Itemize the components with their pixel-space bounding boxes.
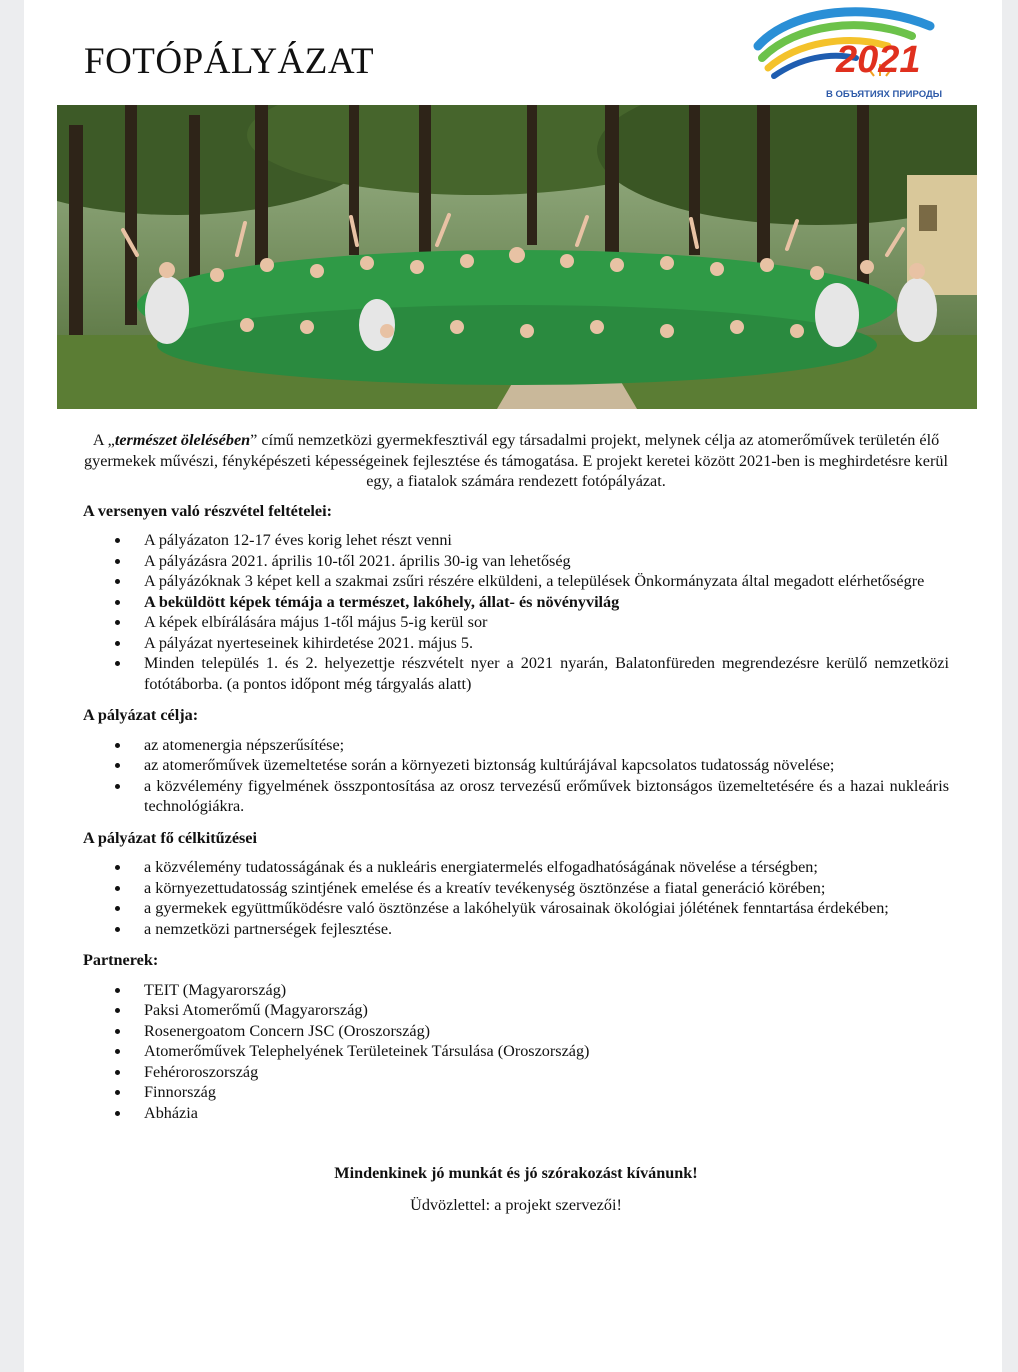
list-item: a közvélemény tudatosságának és a nukleáris energiatermelés elfogadhatóságának növelése a térségben;: [83, 857, 949, 878]
list-item: A pályázat nyerteseinek kihirdetése 2021. május 5.: [83, 633, 949, 654]
logo-year: 2021: [836, 39, 921, 81]
list-item: A pályázóknak 3 képet kell a szakmai zsűri részére elküldeni, a települések Önkormányzata által megadott elérhetőségre: [83, 571, 949, 592]
intro-paragraph: [83, 430, 949, 492]
intro-emphasis: természet ölelésében: [114, 431, 251, 449]
list-item: A beküldött képek témája a természet, lakóhely, állat- és növényvilág: [83, 592, 949, 613]
festival-logo: [752, 6, 948, 100]
list-item: a gyermekek együttműködésre való ösztönzése a lakóhelyük városainak ökológiai jólétének fenntartása érdekében;: [83, 898, 949, 919]
objectives-list: [83, 857, 949, 939]
logo-caption: В ОБЪЯТИЯХ ПРИРОДЫ: [826, 89, 943, 100]
closing-wish: Mindenkinek jó munkát és jó szórakozást kívánunk!: [334, 1164, 698, 1182]
list-item: Abházia: [83, 1103, 949, 1124]
list-item: A képek elbírálására május 1-től május 5-ig kerül sor: [83, 612, 949, 633]
list-item: TEIT (Magyarország): [83, 980, 949, 1001]
partners-list: [83, 980, 949, 1124]
intro-rest: ” című nemzetközi gyermekfesztivál egy társadalmi projekt, melynek célja az atomerőművek területén élő gyermekek művészi, fényképészeti képességeinek fejlesztése és támogatása. E projekt keretei között 2021-ben is meghirdetésre kerül egy, a fiatalok számára rendezett fotópályázat.: [84, 431, 948, 490]
document-page: [24, 0, 1002, 1372]
conditions-list: [83, 530, 949, 694]
list-item: a környezettudatosság szintjének emelése és a kreatív tevékenység ösztönzése a fiatal generáció körében;: [83, 878, 949, 899]
closing: [83, 1163, 949, 1215]
goal-list: [83, 735, 949, 817]
list-item: az atomerőművek üzemeltetése során a környezeti biztonság kultúrájával kapcsolatos tudatosság növelése;: [83, 755, 949, 776]
list-item: Fehéroroszország: [83, 1062, 949, 1083]
list-item: Rosenergoatom Concern JSC (Oroszország): [83, 1021, 949, 1042]
goal-heading: A pályázat célja:: [83, 706, 199, 724]
document-body: [83, 430, 949, 1215]
list-item: Finnország: [83, 1082, 949, 1103]
list-item: a nemzetközi partnerségek fejlesztése.: [83, 919, 949, 940]
conditions-heading: A versenyen való részvétel feltételei:: [83, 501, 332, 520]
list-item: Paksi Atomerőmű (Magyarország): [83, 1000, 949, 1021]
list-item: A pályázásra 2021. április 10-től 2021. április 30-ig van lehetőség: [83, 551, 949, 572]
objectives-heading: A pályázat fő célkitűzései: [83, 828, 257, 847]
list-item: A pályázaton 12-17 éves korig lehet részt venni: [83, 530, 949, 551]
list-item: Atomerőművek Telephelyének Területeinek Társulása (Oroszország): [83, 1041, 949, 1062]
closing-signature: Üdvözlettel: a projekt szervezői!: [410, 1195, 622, 1214]
list-item: Minden település 1. és 2. helyezettje részvételt nyer a 2021 nyarán, Balatonfüreden megrendezésre kerülő nemzetközi fotótáborba. (a pontos időpont még tárgyalás alatt): [83, 653, 949, 694]
intro-lead: A „: [92, 431, 115, 449]
list-item: az atomenergia népszerűsítése;: [83, 735, 949, 756]
page-title: FOTÓPÁLYÁZAT: [84, 41, 375, 82]
group-photo: [57, 105, 977, 409]
partners-heading: Partnerek:: [83, 951, 159, 969]
list-item: a közvélemény figyelmének összpontosítása az orosz tervezésű erőművek biztonságos üzemeltetésére és a hazai nukleáris technológiákra.: [83, 776, 949, 817]
